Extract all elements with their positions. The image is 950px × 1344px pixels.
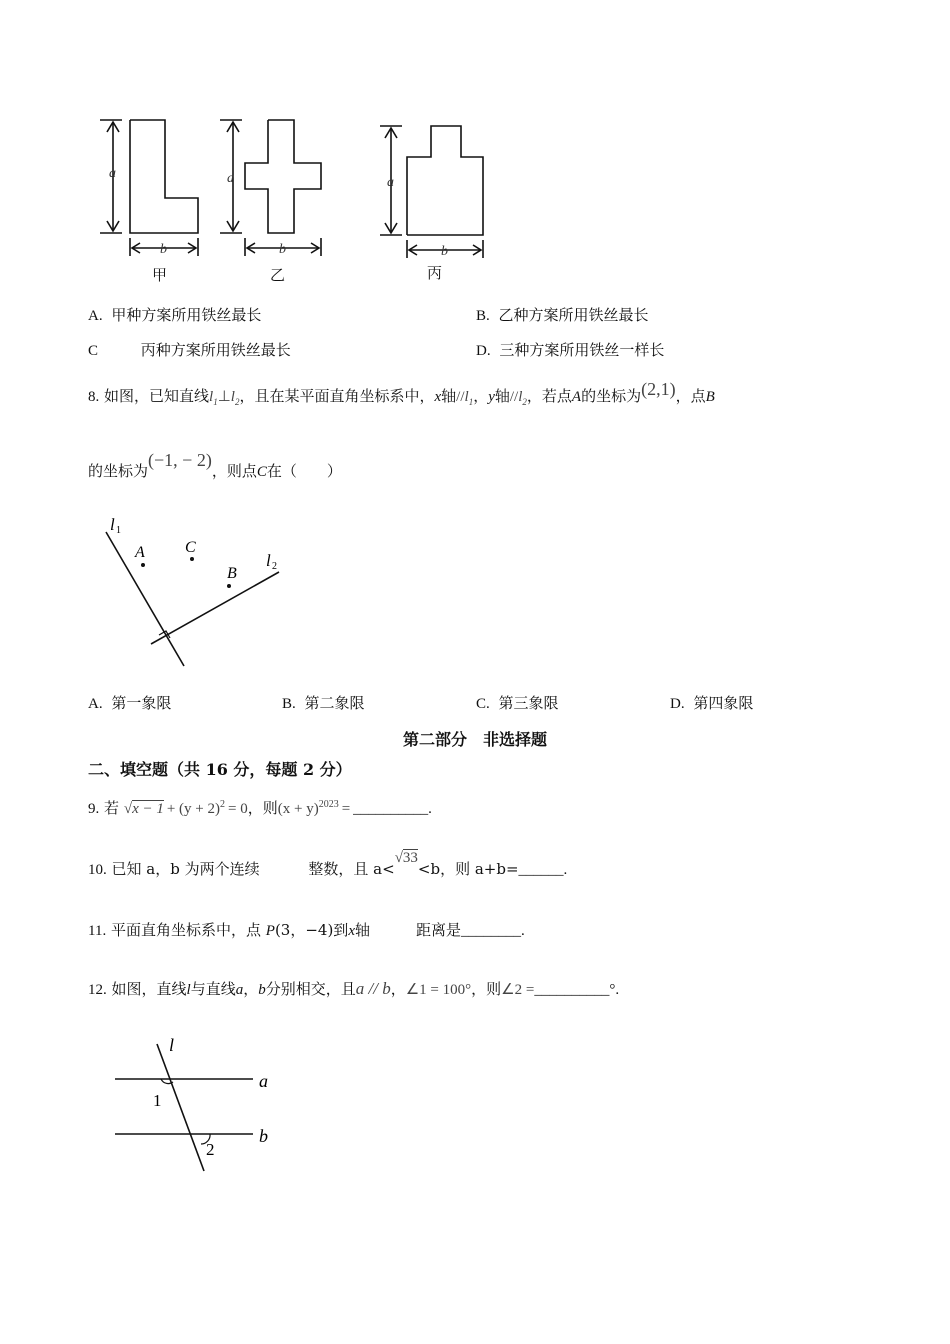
label-l1-sub: 1 [116,525,121,536]
fig-bing-b: b [441,244,448,259]
point-a [141,563,145,567]
figure-jia [100,120,198,256]
q7-option-b: B. 乙种方案所用铁丝最长 [476,306,649,324]
label-a: A [135,544,145,561]
fig-yi-a: a [227,171,234,186]
label-2: 2 [206,1140,215,1159]
q11-stem: 11. 平面直角坐标系中，点 P(3，−4)到x轴 距离是________. [88,921,525,939]
fig-jia-caption: 甲 [152,268,168,284]
fig-bing-a: a [387,175,394,190]
q7-option-d: D. 三种方案所用铁丝一样长 [476,341,665,359]
line-l1 [106,532,184,666]
fig-jia-a: a [109,166,116,181]
q12-stem: 12. 如图，直线l与直线a，b分别相交，且a // b，∠1 = 100°，则∠2 =__________°. [88,979,620,998]
q7-option-c: C 丙种方案所用铁丝最长 [88,341,291,359]
q10-stem: 10. 已知 a，b 为两个连续 整数，且 a<√33<b，则 a+b=______. [88,850,568,878]
q12-figure [105,1035,295,1180]
q8-option-a: A. 第一象限 [88,694,172,712]
point-b [227,584,231,588]
section2-title: 二、填空题（共 16 分，每题 2 分） [88,760,352,779]
label-l1: l [110,515,115,534]
label-b: B [227,565,237,582]
q8-option-b: B. 第二象限 [282,694,365,712]
fig-jia-b: b [160,242,167,257]
q9-sqrt: √x − 1 [123,801,164,817]
fig-yi-caption: 乙 [270,268,286,284]
figure-bing [380,126,483,258]
point-c [190,557,194,561]
label-1: 1 [153,1091,162,1110]
label-l2: l [266,551,271,570]
q8-stem-line2: 的坐标为(−1, − 2)，则点C在（ ） [88,450,342,480]
fig-yi-b: b [279,242,286,257]
q8-figure [95,510,295,675]
figure-yi [220,120,321,256]
label-l2-sub: 2 [272,561,277,572]
q8-stem-line1: 8. 如图，已知直线$l_1\perp l_2$，且在某平面直角坐标系中，x轴$//l_1$，y轴$//l_2$，若点A的坐标为(2,1)，点B [88,379,715,407]
part2-title: 第二部分 非选择题 [402,730,547,749]
q10-sqrt: √33 [394,850,418,866]
line-l2 [151,572,279,644]
label-c: C [185,539,196,556]
q9-stem: 9. 若 $√x - 1 + (y + 2)^2 = 0$，则$(x + y)^{2023}$ = __________. [88,799,432,817]
label-l: l [169,1035,175,1055]
fig-bing-caption: 丙 [427,266,443,282]
q8-option-c: C. 第三象限 [476,694,559,712]
line-l [157,1044,204,1171]
q7-option-a: A. 甲种方案所用铁丝最长 [88,306,262,324]
q8-option-d: D. 第四象限 [670,694,754,712]
label-b: b [259,1126,268,1146]
label-a: a [259,1071,268,1091]
q7-figure [90,110,510,290]
